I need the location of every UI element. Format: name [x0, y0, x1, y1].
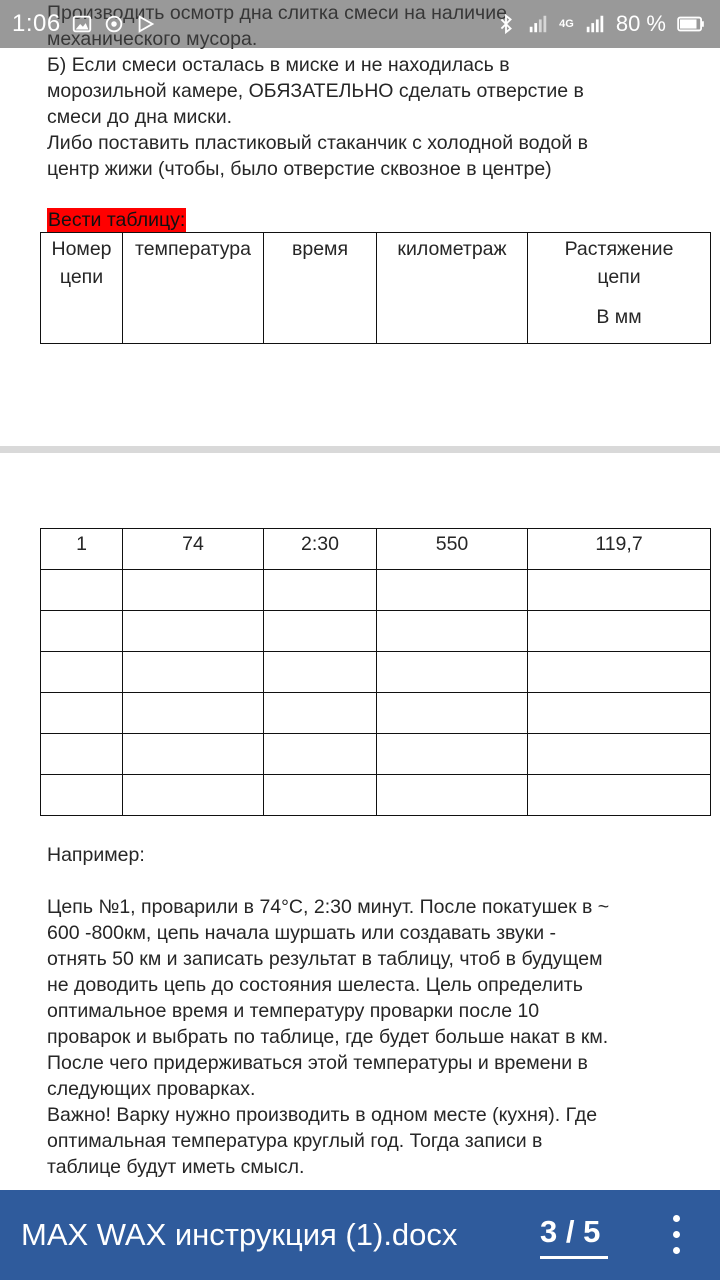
- page-counter-underline: [540, 1256, 608, 1259]
- table-cell: [377, 652, 528, 693]
- status-time: 1:06: [12, 10, 61, 37]
- table-cell: [123, 611, 264, 652]
- battery-percentage: 80 %: [615, 11, 666, 36]
- header-text: цепи: [597, 266, 641, 288]
- intro-line: морозильной камере, ОБЯЗАТЕЛЬНО сделать отверстие в: [47, 80, 584, 102]
- table-cell: [264, 775, 377, 816]
- example-line: таблице будут иметь смысл.: [47, 1156, 305, 1178]
- header-cell-stretch: [528, 233, 711, 344]
- table-cell: [528, 693, 711, 734]
- example-line: После чего придерживаться этой температуры и времени в: [47, 1052, 588, 1074]
- header-cell-temperature: [123, 233, 264, 344]
- table-cell: [528, 734, 711, 775]
- table-cell: 2:30: [264, 529, 377, 570]
- header-text: Растяжение: [564, 238, 674, 260]
- table-cell: [41, 652, 123, 693]
- table-cell: [264, 611, 377, 652]
- table-cell: [528, 570, 711, 611]
- signal-icon: [527, 13, 549, 35]
- header-text: время: [291, 238, 348, 260]
- gallery-icon: [71, 13, 93, 35]
- table-row: [41, 611, 711, 652]
- table-row: [41, 570, 711, 611]
- table-row: [41, 693, 711, 734]
- menu-dot: [673, 1247, 680, 1254]
- table-cell: [528, 611, 711, 652]
- menu-dot: [673, 1231, 680, 1238]
- table-cell: 1: [41, 529, 123, 570]
- intro-line: Либо поставить пластиковый стаканчик с холодной водой в: [47, 132, 588, 154]
- header-text: В мм: [596, 306, 642, 328]
- header-text: цепи: [59, 266, 104, 288]
- header-text: температура: [134, 238, 251, 260]
- example-line: Важно! Варку нужно производить в одном месте (кухня). Где: [47, 1104, 598, 1126]
- example-line: проварок и выбрать по таблице, где будет больше накат в км.: [47, 1026, 609, 1048]
- table-cell: [528, 652, 711, 693]
- table-cell: [264, 693, 377, 734]
- example-line: не доводить цепь до состояния шелеста. Цель определить: [47, 974, 583, 996]
- intro-line: Б) Если смеси осталась в миске и не находилась в: [47, 54, 510, 76]
- status-right: [495, 11, 706, 37]
- table-cell: [123, 775, 264, 816]
- table-cell: [264, 570, 377, 611]
- bluetooth-icon: [495, 13, 517, 35]
- more-vert-icon[interactable]: [664, 1210, 688, 1258]
- table-row: [41, 529, 711, 570]
- example-heading-text: Например:: [47, 844, 145, 866]
- example-line: 600 -800км, цепь начала шуршать или создавать звуки -: [47, 922, 557, 944]
- header-cell-time: [264, 233, 377, 344]
- table-row: [41, 734, 711, 775]
- intro-line: центр жижи (чтобы, было отверстие сквозное в центре): [47, 158, 552, 180]
- table-cell: [528, 775, 711, 816]
- table-cell: [123, 734, 264, 775]
- table-cell: 550: [377, 529, 528, 570]
- table-label-highlight: Вести таблицу:: [48, 209, 186, 231]
- table-header-row: [41, 233, 711, 344]
- table-cell: [41, 693, 123, 734]
- table-row: [41, 652, 711, 693]
- menu-dot: [673, 1215, 680, 1222]
- data-table: [40, 528, 711, 816]
- table-cell: [123, 652, 264, 693]
- example-paragraph: [47, 894, 609, 1180]
- table-row: [41, 775, 711, 816]
- table-cell: [377, 734, 528, 775]
- table-cell: [123, 570, 264, 611]
- header-table: [40, 232, 711, 344]
- table-cell: [41, 775, 123, 816]
- header-cell-chain-number: [41, 233, 123, 344]
- table-cell: [377, 611, 528, 652]
- example-heading: [47, 842, 145, 868]
- network-type: 4G: [559, 18, 574, 30]
- table-cell: [41, 611, 123, 652]
- play-icon: [135, 13, 157, 35]
- header-cell-mileage: [377, 233, 528, 344]
- example-line: следующих проварках.: [47, 1078, 256, 1100]
- table-cell: [377, 693, 528, 734]
- header-text: Номер: [51, 238, 112, 260]
- table-cell: [41, 570, 123, 611]
- status-bar: [0, 0, 720, 48]
- page-counter[interactable]: 3 / 5: [540, 1214, 601, 1249]
- page-break: [0, 446, 720, 453]
- table-cell: [264, 652, 377, 693]
- bottom-bar: [0, 1190, 720, 1280]
- table-cell: [377, 570, 528, 611]
- status-left: [12, 10, 157, 38]
- table-cell: 74: [123, 529, 264, 570]
- location-icon: [103, 13, 125, 35]
- intro-line: смеси до дна миски.: [47, 106, 233, 128]
- table-cell: 119,7: [528, 529, 711, 570]
- document-title: MAX WAX инструкция (1).docx: [21, 1217, 458, 1252]
- header-text: километраж: [397, 238, 507, 260]
- example-line: Цепь №1, проварили в 74°С, 2:30 минут. После покатушек в ~: [47, 896, 610, 918]
- table-cell: [123, 693, 264, 734]
- table-cell: [264, 734, 377, 775]
- table-cell: [377, 775, 528, 816]
- battery-icon: [676, 13, 706, 35]
- example-line: оптимальная температура круглый год. Тогда записи в: [47, 1130, 543, 1152]
- signal-icon: [584, 13, 606, 35]
- example-line: отнять 50 км и записать результат в таблицу, чтоб в будущем: [47, 948, 603, 970]
- table-cell: [41, 734, 123, 775]
- example-line: оптимальное время и температуру проварки после 10: [47, 1000, 540, 1022]
